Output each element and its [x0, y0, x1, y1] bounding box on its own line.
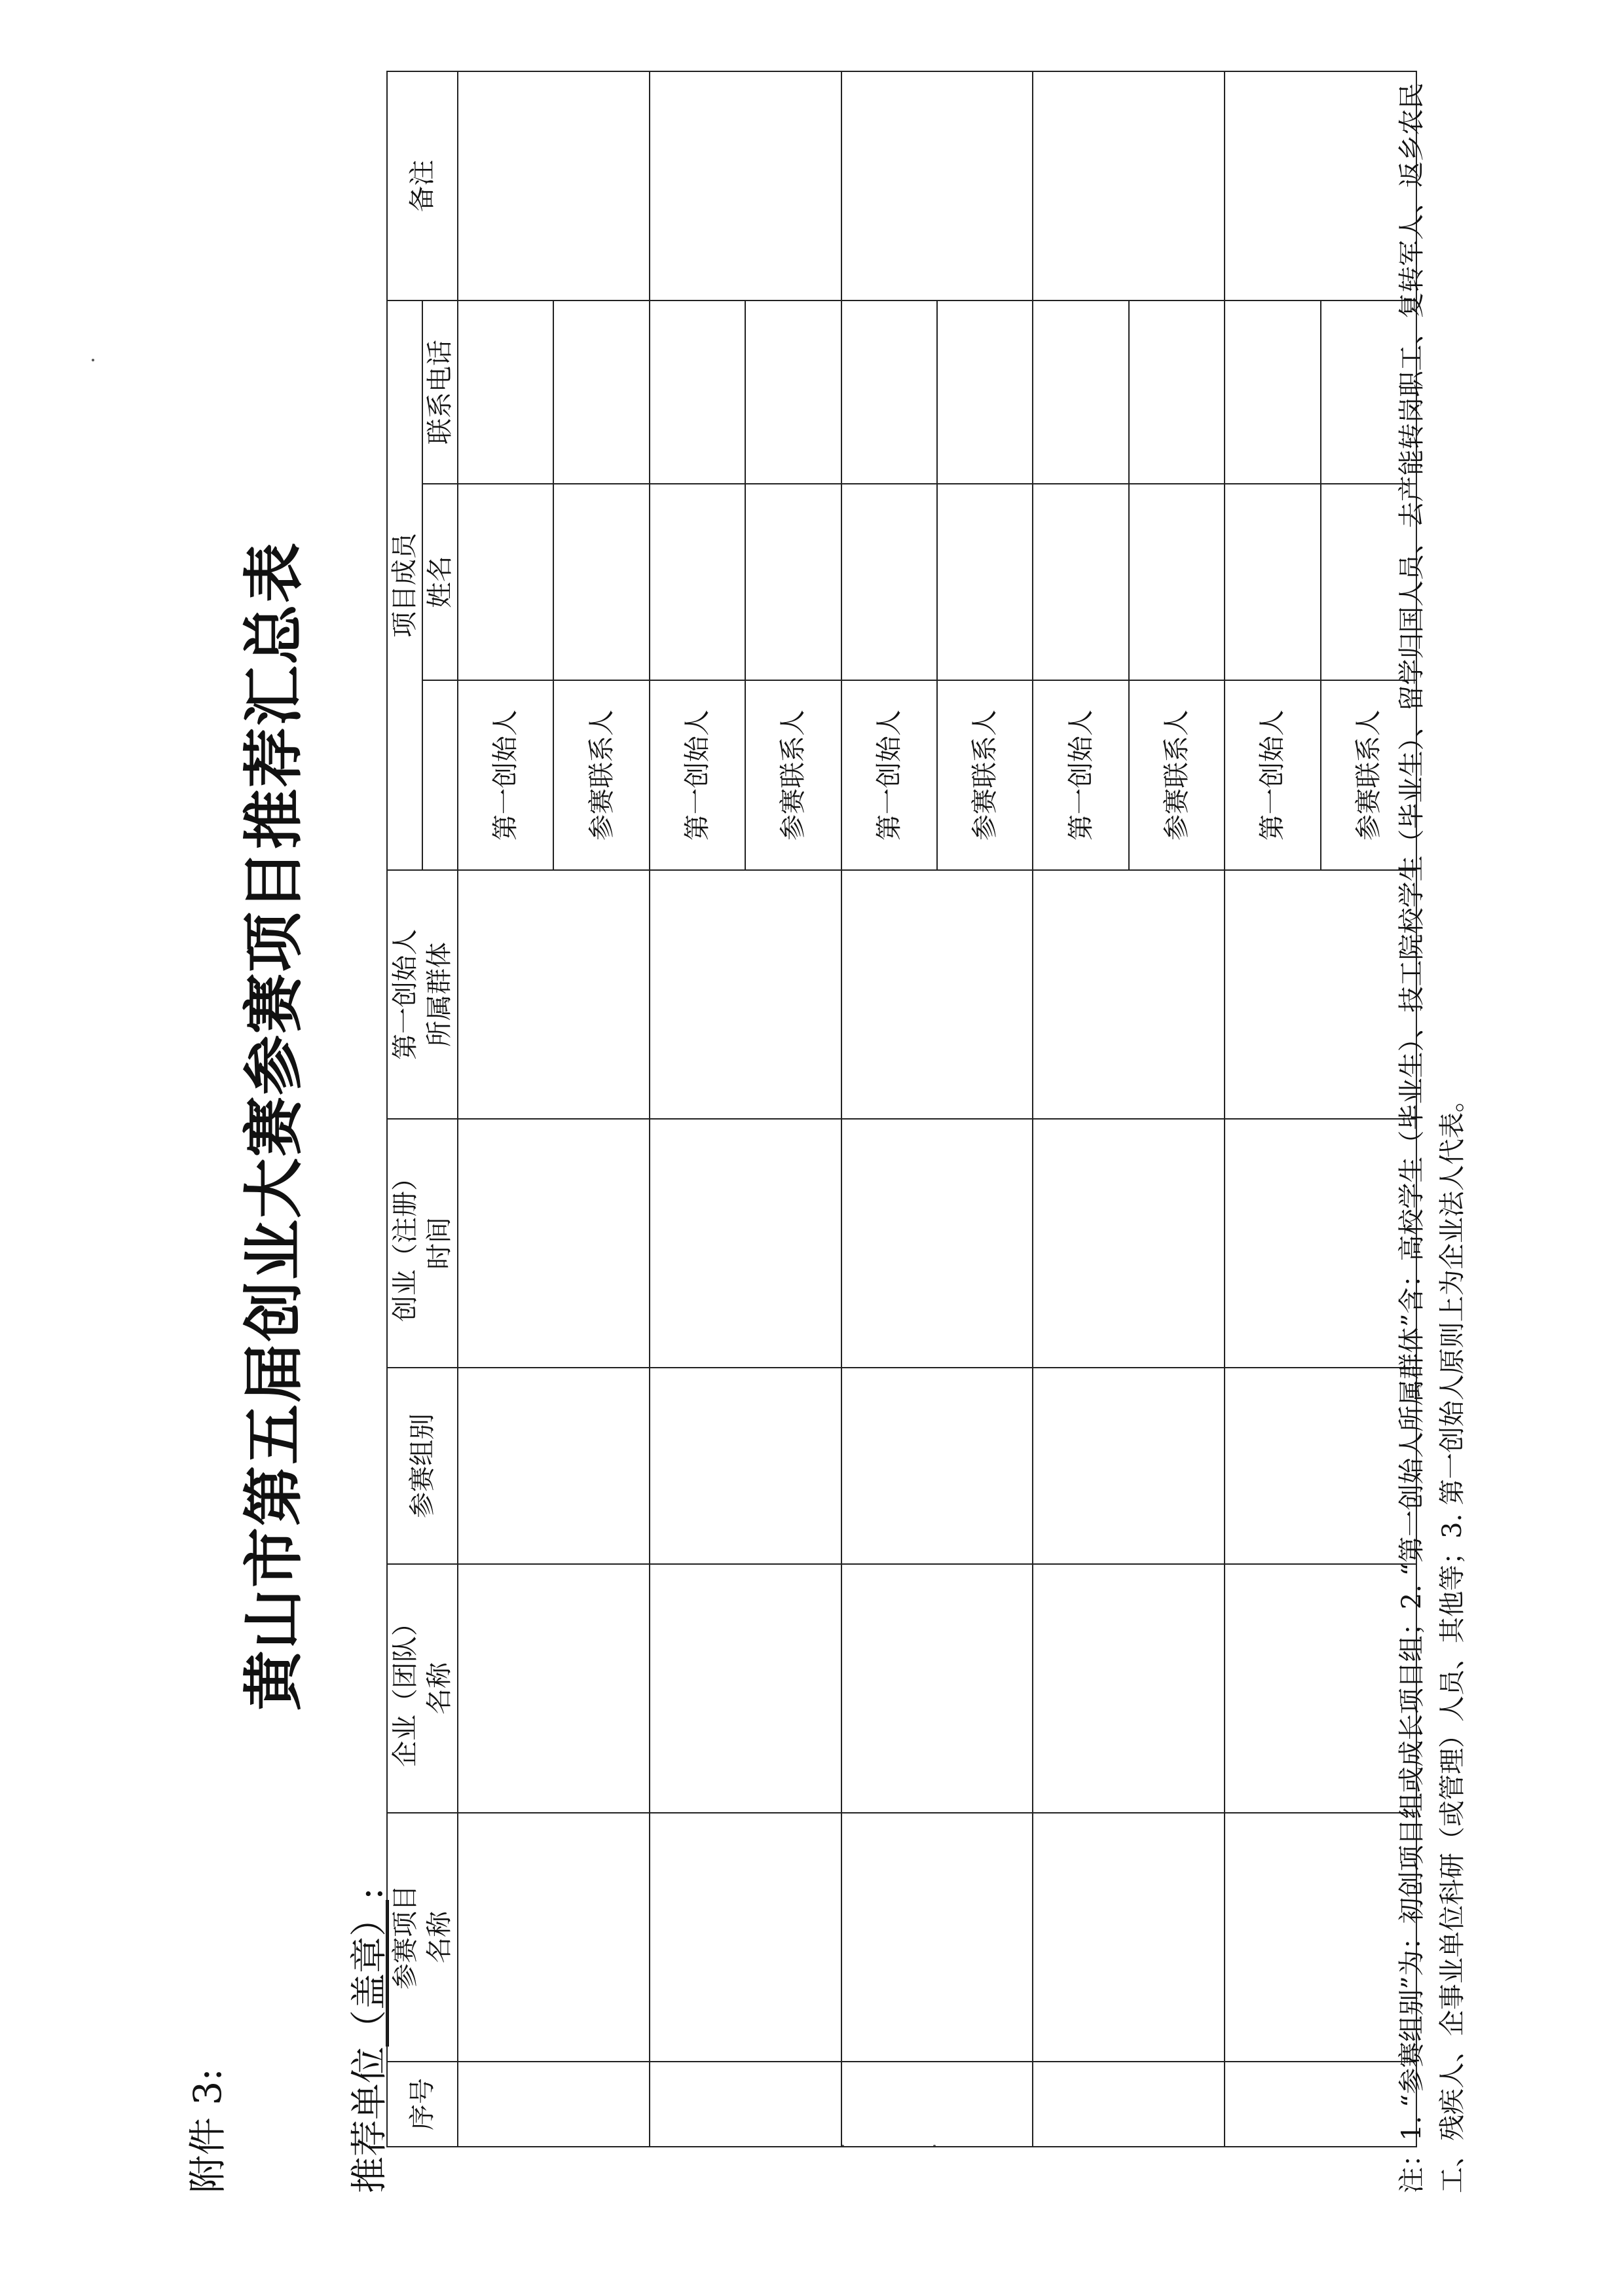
- cell-registration-time[interactable]: [1225, 1119, 1416, 1368]
- cell-member-name[interactable]: [1033, 484, 1128, 680]
- cell-member-name[interactable]: [458, 484, 553, 680]
- col-header-remarks: 备注: [387, 71, 458, 301]
- table-row: [458, 71, 553, 2147]
- rotated-form: [79, 13, 1519, 2239]
- table-row: [650, 71, 745, 2147]
- cell-remarks[interactable]: [458, 71, 650, 301]
- cell-member-role: 第一创始人: [1033, 680, 1128, 870]
- cell-registration-time[interactable]: [841, 1119, 1033, 1368]
- cell-index[interactable]: [841, 2062, 1033, 2147]
- cell-company-name[interactable]: [458, 1564, 650, 1813]
- table-row: [1225, 71, 1320, 2147]
- table-row: [841, 71, 937, 2147]
- header-row: [387, 71, 422, 2147]
- cell-member-role: 参赛联系人: [553, 680, 649, 870]
- cell-project-name[interactable]: [1033, 1813, 1225, 2062]
- cell-member-role: 参赛联系人: [1321, 680, 1416, 870]
- cell-member-phone[interactable]: [650, 301, 745, 484]
- col-header-member-phone: 联系电话: [422, 301, 458, 484]
- cell-founder-group[interactable]: [841, 870, 1033, 1119]
- cell-group[interactable]: [650, 1368, 841, 1564]
- attachment-label: 附件 3:: [185, 2068, 230, 2193]
- cell-founder-group[interactable]: [458, 870, 650, 1119]
- cell-member-role: 第一创始人: [458, 680, 553, 870]
- col-header-founder-group: 第一创始人 所属群体: [387, 870, 458, 1119]
- cell-company-name[interactable]: [1033, 1564, 1225, 1813]
- cell-member-name[interactable]: [937, 484, 1033, 680]
- cell-member-phone[interactable]: [553, 301, 649, 484]
- cell-member-phone[interactable]: [1033, 301, 1128, 484]
- cell-member-name[interactable]: [841, 484, 937, 680]
- cell-member-phone[interactable]: [841, 301, 937, 484]
- cell-project-name[interactable]: [841, 1813, 1033, 2062]
- cell-index[interactable]: [1225, 2062, 1416, 2147]
- table-body: [458, 71, 1416, 2147]
- cell-remarks[interactable]: [841, 71, 1033, 301]
- cell-remarks[interactable]: [1033, 71, 1225, 301]
- cell-member-role: 第一创始人: [841, 680, 937, 870]
- cell-index[interactable]: [458, 2062, 650, 2147]
- cell-member-role: 参赛联系人: [1129, 680, 1225, 870]
- cell-project-name[interactable]: [458, 1813, 650, 2062]
- cell-company-name[interactable]: [841, 1564, 1033, 1813]
- col-header-member-name: 姓名: [422, 484, 458, 680]
- cell-member-phone[interactable]: [1129, 301, 1225, 484]
- cell-member-name[interactable]: [553, 484, 649, 680]
- cell-member-role: 第一创始人: [650, 680, 745, 870]
- recommend-unit-line: [341, 1887, 393, 2193]
- cell-member-phone[interactable]: [937, 301, 1033, 484]
- cell-member-role: 参赛联系人: [937, 680, 1033, 870]
- cell-member-name[interactable]: [650, 484, 745, 680]
- cell-founder-group[interactable]: [1033, 870, 1225, 1119]
- table-row: [1033, 71, 1128, 2147]
- cell-founder-group[interactable]: [650, 870, 841, 1119]
- cell-remarks[interactable]: [1225, 71, 1416, 301]
- stamp-label: （盖章）: [348, 1900, 391, 2047]
- cell-registration-time[interactable]: [458, 1119, 650, 1368]
- form-title: 黄山市第五届创业大赛参赛项目推荐汇总表: [238, 541, 309, 1711]
- col-header-member-role: [422, 680, 458, 870]
- footnote: 注：1. “参赛组别”为：初创项目组或成长项目组；2. “第一创始人所属群体”含：高校学生（毕业生）、技工院校学生（毕业生）、留学归国人员、去产能转岗职工、复转军人、返乡农民工、残疾人、企事业单位科研（或管理）人员、其他等；3. 第一创始人原则上为企业法人代表。: [1397, 82, 1467, 2193]
- col-header-registration-time: 创业（注册） 时间: [387, 1119, 458, 1368]
- cell-member-name[interactable]: [745, 484, 841, 680]
- cell-company-name[interactable]: [1225, 1564, 1416, 1813]
- col-header-project-name: 参赛项目 名称: [387, 1813, 458, 2062]
- cell-member-name[interactable]: [1225, 484, 1320, 680]
- cell-group[interactable]: [458, 1368, 650, 1564]
- col-header-group: 参赛组别: [387, 1368, 458, 1564]
- cell-project-name[interactable]: [1225, 1813, 1416, 2062]
- recommend-unit-colon: :: [348, 1887, 391, 1900]
- summary-table: [386, 71, 1417, 2147]
- cell-company-name[interactable]: [650, 1564, 841, 1813]
- cell-index[interactable]: [1033, 2062, 1225, 2147]
- cell-index[interactable]: [650, 2062, 841, 2147]
- cell-founder-group[interactable]: [1225, 870, 1416, 1119]
- cell-project-name[interactable]: [650, 1813, 841, 2062]
- cell-member-phone[interactable]: [1225, 301, 1320, 484]
- cell-remarks[interactable]: [650, 71, 841, 301]
- cell-group[interactable]: [841, 1368, 1033, 1564]
- cell-group[interactable]: [1225, 1368, 1416, 1564]
- cell-member-phone[interactable]: [745, 301, 841, 484]
- cell-registration-time[interactable]: [1033, 1119, 1225, 1368]
- cell-member-name[interactable]: [1129, 484, 1225, 680]
- cell-member-role: 第一创始人: [1225, 680, 1320, 870]
- cell-group[interactable]: [1033, 1368, 1225, 1564]
- col-header-index: 序号: [387, 2062, 458, 2147]
- cell-member-phone[interactable]: [458, 301, 553, 484]
- cell-registration-time[interactable]: [650, 1119, 841, 1368]
- recommend-unit-label: 推荐单位: [348, 2047, 391, 2193]
- col-header-company-name: 企业（团队） 名称: [387, 1564, 458, 1813]
- col-header-members: 项目成员: [387, 301, 422, 870]
- cell-member-role: 参赛联系人: [745, 680, 841, 870]
